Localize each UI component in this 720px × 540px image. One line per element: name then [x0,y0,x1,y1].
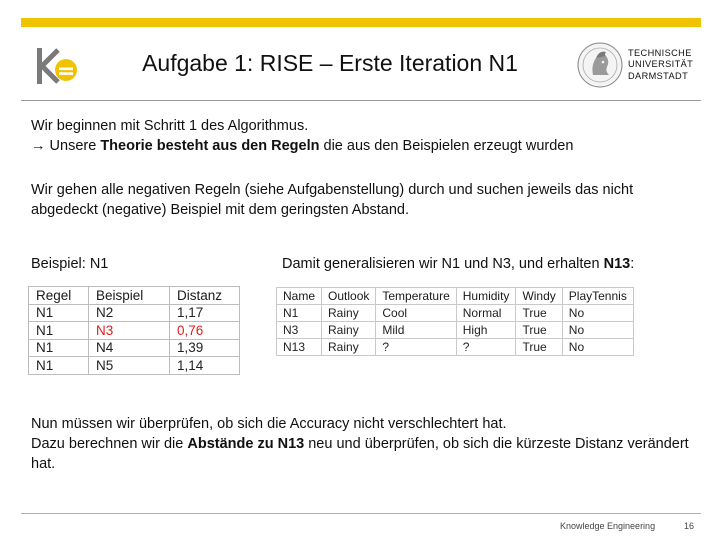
column-header: Windy [516,288,562,305]
column-header: Name [277,288,322,305]
column-header: Beispiel [89,287,170,305]
table-row: N1 N5 1,14 [29,357,240,375]
slide-title: Aufgabe 1: RISE – Erste Iteration N1 [142,50,518,76]
table-row-highlighted: N1 N3 0,76 [29,322,240,340]
rule-table [276,287,634,356]
column-header: Temperature [376,288,456,305]
university-name: TECHNISCHE UNIVERSITÄT DARMSTADT [628,47,694,81]
table-row: N1 N2 1,17 [29,304,240,322]
method-paragraph: Wir gehen alle negativen Regeln (siehe Aufgabenstellung) durch und suchen jeweils das nicht abgedeckt (negative) Beispiel mit dem geringsten Abstand. [31,182,634,218]
tu-darmstadt-logo [576,38,700,92]
table-row: N1 Rainy Cool Normal True No [277,305,634,322]
intro-paragraph: Wir beginnen mit Schritt 1 des Algorithmus. → Unsere Theorie besteht aus den Regeln die aus den Beispielen erzeugt wurden [31,118,574,154]
column-header: Humidity [456,288,516,305]
footer-divider [21,513,701,514]
header-accent-bar [21,18,701,27]
table-row: N1 N4 1,39 [29,339,240,357]
footer-label: Knowledge Engineering [560,521,656,531]
table-header-row [29,287,240,305]
ke-logo [34,46,84,86]
distance-table [28,286,240,375]
table-row: N13 Rainy ? ? True No [277,339,634,356]
page-number: 16 [684,521,695,531]
column-header: PlayTennis [562,288,633,305]
table-row: N3 Rainy Mild High True No [277,322,634,339]
table-header-row [277,288,634,305]
column-header: Distanz [170,287,240,305]
column-header: Regel [29,287,89,305]
conclusion-paragraph: Nun müssen wir überprüfen, ob sich die Accuracy nicht verschlechtert hat. Dazu berechnen wir die Abstände zu N13 neu und überprüfen, ob sich die kürzeste Distanz verändert hat. [31,416,689,472]
example-label: Beispiel: N1 [31,256,109,272]
header-divider [21,100,701,101]
athena-emblem-icon [576,41,624,89]
arrow-right-icon: → [31,138,46,154]
generalization-text: Damit generalisieren wir N1 und N3, und erhalten N13: [282,256,635,272]
column-header: Outlook [322,288,376,305]
